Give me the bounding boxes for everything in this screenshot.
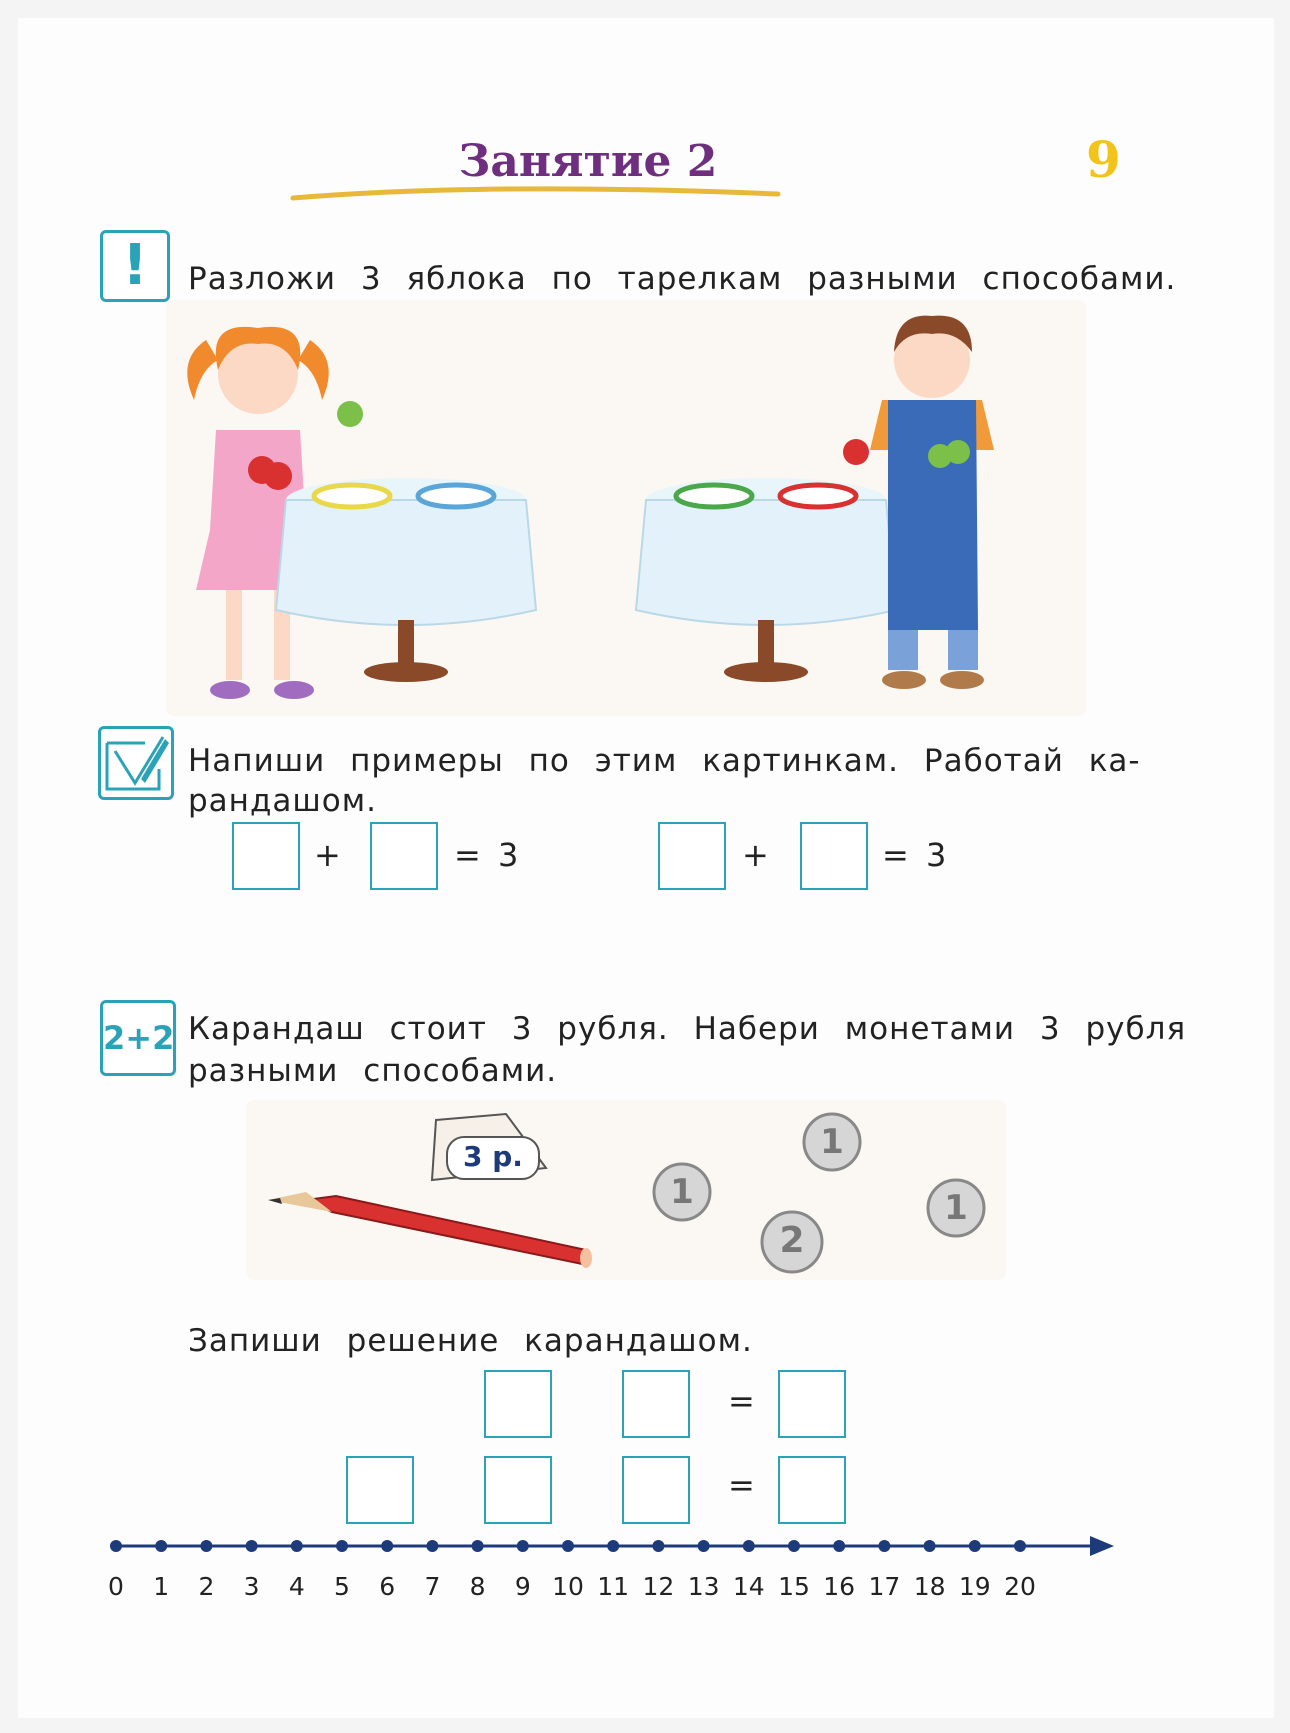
equals-sign: = — [728, 1466, 755, 1504]
number-line-label: 8 — [469, 1572, 486, 1601]
coin-2: 2 — [779, 1220, 805, 1261]
coin-1: 1 — [944, 1188, 968, 1228]
answer-box[interactable] — [622, 1456, 690, 1524]
number-line-dot — [291, 1540, 303, 1552]
number-line-arrow — [1090, 1536, 1114, 1556]
number-line-label: 10 — [552, 1572, 584, 1601]
workbook-page — [18, 18, 1274, 1718]
number-line-label: 19 — [958, 1572, 991, 1601]
answer-box[interactable] — [484, 1370, 552, 1438]
equals-sign: = — [728, 1382, 755, 1420]
number-line-label: 13 — [687, 1572, 720, 1601]
number-line-label: 2 — [198, 1572, 215, 1601]
number-line-dot — [426, 1540, 438, 1552]
price-tag: 3 р. — [446, 1136, 540, 1180]
number-line-label: 9 — [514, 1572, 531, 1601]
instruction-text: Запиши решение карандашом. — [188, 1323, 753, 1359]
number-line-dot — [788, 1540, 800, 1552]
number-line-label: 3 — [243, 1572, 260, 1601]
answer-box[interactable] — [346, 1456, 414, 1524]
coin-1: 1 — [670, 1172, 694, 1212]
task3-text-line1: Карандаш стоит 3 рубля. Набери монетами 3 рубля — [188, 1011, 1187, 1047]
number-line-labels — [18, 1572, 1274, 1612]
pencil-icon — [98, 726, 174, 800]
number-line-label: 11 — [597, 1572, 630, 1601]
number-line-dot — [743, 1540, 755, 1552]
number-line-dot — [924, 1540, 936, 1552]
task2-text-line2: рандашом. — [188, 783, 377, 819]
number-line-label: 20 — [1004, 1572, 1036, 1601]
lesson-title: Занятие 2 — [458, 136, 718, 187]
answer-box[interactable] — [232, 822, 300, 890]
coin-1: 1 — [820, 1122, 844, 1162]
number-line-label: 7 — [424, 1572, 441, 1601]
number-line-label: 1 — [153, 1572, 170, 1601]
number-line-label: 17 — [868, 1572, 901, 1601]
answer-box[interactable] — [484, 1456, 552, 1524]
answer-box[interactable] — [658, 822, 726, 890]
number-line-label: 5 — [334, 1572, 350, 1601]
number-line-dot — [155, 1540, 167, 1552]
number-line-label: 14 — [732, 1572, 765, 1601]
math-icon — [100, 1000, 176, 1076]
number-line — [18, 1530, 1274, 1570]
pencil-coins-illustration — [246, 1100, 1006, 1280]
equation-result: 3 — [926, 836, 947, 874]
number-line-label: 15 — [778, 1572, 810, 1601]
number-line-dot — [562, 1540, 574, 1552]
task2-text-line1: Напиши примеры по этим картинкам. Работай ка- — [188, 743, 1141, 779]
number-line-dot — [517, 1540, 529, 1552]
table-right — [636, 478, 896, 682]
equals-sign: = — [882, 836, 909, 874]
pencil-drawing — [268, 1192, 592, 1268]
answer-box[interactable] — [622, 1370, 690, 1438]
number-line-dot — [652, 1540, 664, 1552]
answer-box[interactable] — [370, 822, 438, 890]
exclamation-mark: ! — [122, 233, 148, 298]
number-line-label: 16 — [823, 1572, 856, 1601]
number-line-dot — [381, 1540, 393, 1552]
equation-result: 3 — [498, 836, 519, 874]
answer-box[interactable] — [778, 1456, 846, 1524]
number-line-dot — [200, 1540, 212, 1552]
number-line-dot — [110, 1540, 122, 1552]
equals-sign: = — [454, 836, 481, 874]
number-line-label: 18 — [913, 1572, 946, 1601]
plus-sign: + — [314, 836, 341, 874]
number-line-dot — [336, 1540, 348, 1552]
number-line-dot — [246, 1540, 258, 1552]
number-line-dot — [472, 1540, 484, 1552]
answer-box[interactable] — [778, 1370, 846, 1438]
page-number: 9 — [1086, 130, 1121, 189]
table-left — [276, 478, 536, 682]
task3-text-line2: разными способами. — [188, 1053, 558, 1089]
number-line-dot — [833, 1540, 845, 1552]
number-line-dot — [969, 1540, 981, 1552]
number-line-label: 12 — [642, 1572, 675, 1601]
math-icon-text: 2+2 — [103, 1019, 175, 1057]
task1-text: Разложи 3 яблока по тарелкам разными способами. — [188, 261, 1177, 297]
number-line-label: 6 — [379, 1572, 396, 1601]
title-underline — [288, 178, 788, 208]
plus-sign: + — [742, 836, 769, 874]
number-line-dot — [878, 1540, 890, 1552]
number-line-label: 4 — [288, 1572, 305, 1601]
number-line-label: 0 — [108, 1572, 124, 1601]
answer-box[interactable] — [800, 822, 868, 890]
exclamation-icon — [100, 230, 170, 302]
number-line-dot — [1014, 1540, 1026, 1552]
number-line-dot — [607, 1540, 619, 1552]
apples-plates-illustration — [166, 300, 1086, 716]
number-line-dot — [698, 1540, 710, 1552]
